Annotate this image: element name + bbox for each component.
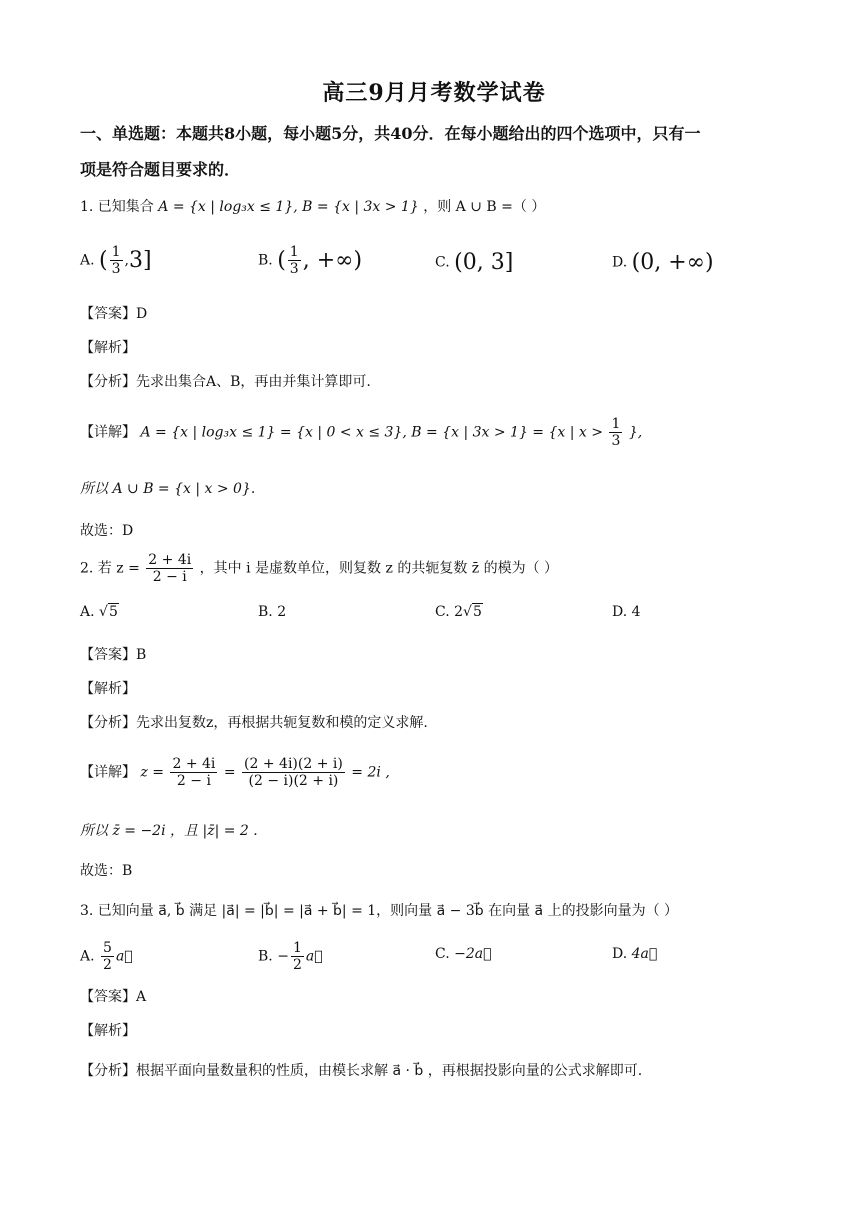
- q3-option-d: [612, 946, 657, 962]
- frac-num: 1: [292, 940, 302, 956]
- q2-option-c: C. 2√5: [435, 604, 482, 620]
- q2-option-d-text: 4: [631, 604, 641, 620]
- q1-option-a: A. ( $\frac{1}{3}$ ,3]: [80, 244, 152, 277]
- q3-option-a: [80, 940, 133, 973]
- q1-detail-expr: A = {x | log₃x ≤ 1} = {x | 0 < x ≤ 3}, B = {x | 3x > 1} = {x | x >: [140, 424, 603, 441]
- frac-num: 2 + 4i: [172, 756, 216, 772]
- frac-den: 2 − i: [152, 569, 187, 585]
- q1-suoyi: 所以 A ∪ B = {x | x > 0}.: [80, 481, 256, 497]
- q3-analysis: 【解析】: [80, 1023, 136, 1039]
- q3-stem: 3. 已知向量 a⃗, b⃗ 满足 |a⃗| = |b⃗| = |a⃗ + b⃗| = 1，则向量 a⃗ − 3b⃗ 在向量 a⃗ 上的投影向量为（ ）: [80, 903, 679, 919]
- q3-option-a-tail: a⃗: [115, 948, 133, 965]
- q1-detail-end: },: [628, 424, 643, 441]
- q1-detail-label: 【详解】: [80, 424, 136, 441]
- q3-option-b-sign: −: [277, 948, 289, 965]
- q3-option-b: [258, 940, 323, 973]
- q2-stem-prefix: 2. 若 z =: [80, 560, 140, 577]
- q3-option-b-label: B.: [258, 948, 273, 965]
- q2-option-c-label: C.: [435, 604, 450, 620]
- q2-fenxi: 【分析】先求出复数z，再根据共轭复数和模的定义求解.: [80, 715, 428, 731]
- q3-option-a-frac: [101, 940, 114, 973]
- q2-suoyi: 所以 z̄ = −2i ，且 |z̄| = 2 .: [80, 823, 258, 839]
- q1-stem-suffix: ，则 A ∪ B =（ ）: [423, 199, 546, 215]
- q2-option-a-label: A.: [80, 604, 95, 620]
- q3-option-c-label: C.: [435, 946, 450, 962]
- frac-den: 3: [611, 433, 621, 449]
- frac-den: (2 − i)(2 + i): [248, 773, 339, 789]
- q1-option-a-label: A.: [80, 252, 95, 269]
- frac-num: (2 + 4i)(2 + i): [244, 756, 343, 772]
- q3-option-b-tail: a⃗: [305, 948, 323, 965]
- q2-option-b: [258, 604, 286, 620]
- q2-option-b-text: 2: [277, 604, 287, 620]
- q2-analysis: 【解析】: [80, 681, 136, 697]
- q2-stem-frac: [146, 552, 193, 585]
- q1-option-b-paren: (: [277, 248, 286, 273]
- q2-detail-label: 【详解】: [80, 764, 136, 781]
- q3-option-c: [435, 946, 492, 962]
- q1-stem: [80, 196, 545, 216]
- section-header-line1: 一、单选题：本题共8小题，每小题5分，共40分．在每小题给出的四个选项中，只有一: [80, 124, 701, 143]
- q2-option-c-pre: 2: [454, 604, 464, 620]
- section-header-line2: 项是符合题目要求的．: [80, 160, 241, 179]
- q1-guxuan: 故选：D: [80, 523, 134, 539]
- q3-option-a-label: A.: [80, 948, 95, 965]
- q2-stem: [80, 552, 558, 585]
- q2-option-b-label: B.: [258, 604, 273, 620]
- q2-answer: 【答案】B: [80, 647, 147, 663]
- q2-option-d: [612, 604, 641, 620]
- q1-answer: 【答案】D: [80, 306, 148, 322]
- frac-den: 2: [103, 957, 112, 973]
- frac-num: 2 + 4i: [148, 552, 192, 568]
- q3-option-b-frac: [291, 940, 304, 973]
- q2-option-c-text: 5: [472, 604, 482, 620]
- q1-option-d-text: (0, +∞): [631, 250, 714, 275]
- q2-detail: 【详解】 z = $\frac{2 + 4i}{2 - i}$ = $\frac{(2 + 4i)(2 + i)}{(2 - i)(2 + i)}$ = 2i ,: [80, 756, 390, 789]
- q1-option-d: [612, 250, 714, 275]
- q2-option-a: A. √5: [80, 604, 118, 620]
- q1-option-b-label: B.: [258, 252, 273, 269]
- q1-fenxi: 【分析】先求出集合A、B，再由并集计算即可.: [80, 374, 371, 390]
- q2-detail-end: = 2i ,: [351, 764, 390, 781]
- q1-option-d-label: D.: [612, 254, 628, 271]
- q2-option-a-text: 5: [108, 604, 118, 620]
- q1-option-c-label: C.: [435, 254, 450, 271]
- frac-num: 1: [611, 416, 621, 432]
- q1-sets: A = {x | log₃x ≤ 1}, B = {x | 3x > 1}: [158, 199, 419, 215]
- q1-option-a-frac: [110, 244, 123, 277]
- q1-option-b: [258, 244, 362, 277]
- q2-guxuan: 故选：B: [80, 863, 133, 879]
- q3-option-d-text: 4a⃗: [631, 946, 658, 962]
- q1-option-a-text: 3]: [128, 248, 152, 273]
- q2-option-d-label: D.: [612, 604, 628, 620]
- frac-num: 1: [111, 244, 121, 260]
- q2-stem-suffix: ，其中 i 是虚数单位，则复数 z 的共轭复数 z̄ 的模为（ ）: [199, 560, 559, 577]
- frac-den: 2 − i: [176, 773, 211, 789]
- q1-analysis: 【解析】: [80, 340, 136, 356]
- q3-option-c-text: −2a⃗: [454, 946, 492, 962]
- q1-option-a-paren: (: [99, 248, 108, 273]
- q1-option-b-text: , +∞): [302, 248, 363, 273]
- frac-den: 3: [289, 261, 299, 277]
- q3-answer: 【答案】A: [80, 989, 147, 1005]
- q1-option-c-text: (0, 3]: [454, 250, 514, 275]
- q2-detail-frac1: [170, 756, 217, 789]
- frac-num: 5: [103, 940, 112, 956]
- q1-detail: [80, 416, 642, 449]
- frac-den: 3: [111, 261, 121, 277]
- q1-detail-frac: [609, 416, 622, 449]
- q2-detail-z: z =: [140, 764, 165, 781]
- q1-option-c: [435, 250, 513, 275]
- q3-fenxi: 【分析】根据平面向量数量积的性质，由模长求解 a⃗ · b⃗ ，再根据投影向量的公式求解即可.: [80, 1063, 643, 1079]
- frac-num: 1: [289, 244, 299, 260]
- page-title: 高三9月月考数学试卷: [322, 80, 546, 106]
- q1-option-b-frac: [288, 244, 301, 277]
- frac-den: 2: [292, 957, 302, 973]
- q3-option-d-label: D.: [612, 946, 628, 962]
- q2-detail-frac2: [242, 756, 345, 789]
- q1-stem-prefix: 1. 已知集合: [80, 199, 154, 215]
